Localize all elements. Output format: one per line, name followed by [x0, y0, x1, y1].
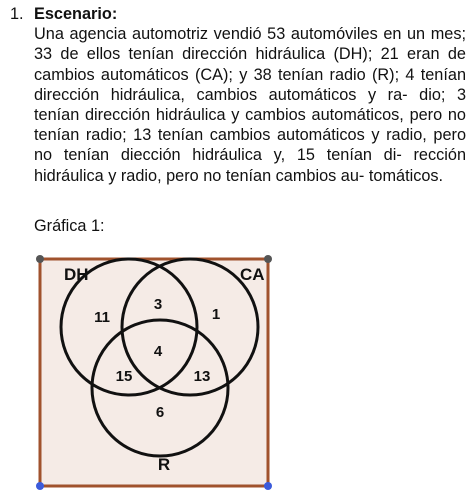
- body-line-3: eran de cambios automáticos (CA); y 38 tenían radio (R);: [34, 45, 466, 84]
- body-line-9: tomáticos.: [368, 166, 444, 185]
- figure-caption: Gráfica 1:: [34, 217, 105, 235]
- problem-title: Escenario:: [34, 5, 118, 23]
- set-label-dh: DH: [64, 265, 89, 284]
- body-line-4: 4 tenían dirección hidráulica, cambios automáticos y ra-: [34, 65, 466, 104]
- body-line-7: radio, pero no tenían diección hidráulica y, 15 tenían di-: [34, 126, 467, 165]
- set-label-ca: CA: [240, 265, 265, 284]
- body-line-6: pero no tenían radio; 13 tenían cambios automáticos y: [34, 106, 466, 145]
- corner-point-top-right[interactable]: [264, 255, 272, 263]
- universe-frame: [40, 259, 268, 486]
- corner-point-top-left[interactable]: [36, 255, 44, 263]
- corner-point-bottom-left[interactable]: [36, 482, 44, 490]
- region-ca-r: 13: [193, 368, 211, 385]
- problem-number: 1.: [10, 5, 24, 23]
- region-dh-ca: 3: [153, 296, 163, 313]
- set-label-r: R: [157, 455, 171, 474]
- body-line-1: Una agencia automotriz vendió 53 automóviles en un: [34, 25, 426, 44]
- region-only-dh: 11: [94, 309, 110, 326]
- region-dh-r: 15: [115, 368, 133, 385]
- region-only-r: 6: [155, 404, 165, 421]
- region-dh-ca-r: 4: [153, 343, 163, 360]
- region-only-ca: 1: [211, 306, 221, 323]
- body-line-8: rección hidráulica y radio, pero no tenían cambios au-: [34, 146, 467, 185]
- corner-point-bottom-right[interactable]: [264, 482, 272, 490]
- body-line-5: dio; 3 tenían dirección hidráulica y cambios automáticos,: [34, 85, 466, 125]
- body-line-2: mes; 33 de ellos tenían dirección hidráulica (DH); 21: [34, 25, 466, 64]
